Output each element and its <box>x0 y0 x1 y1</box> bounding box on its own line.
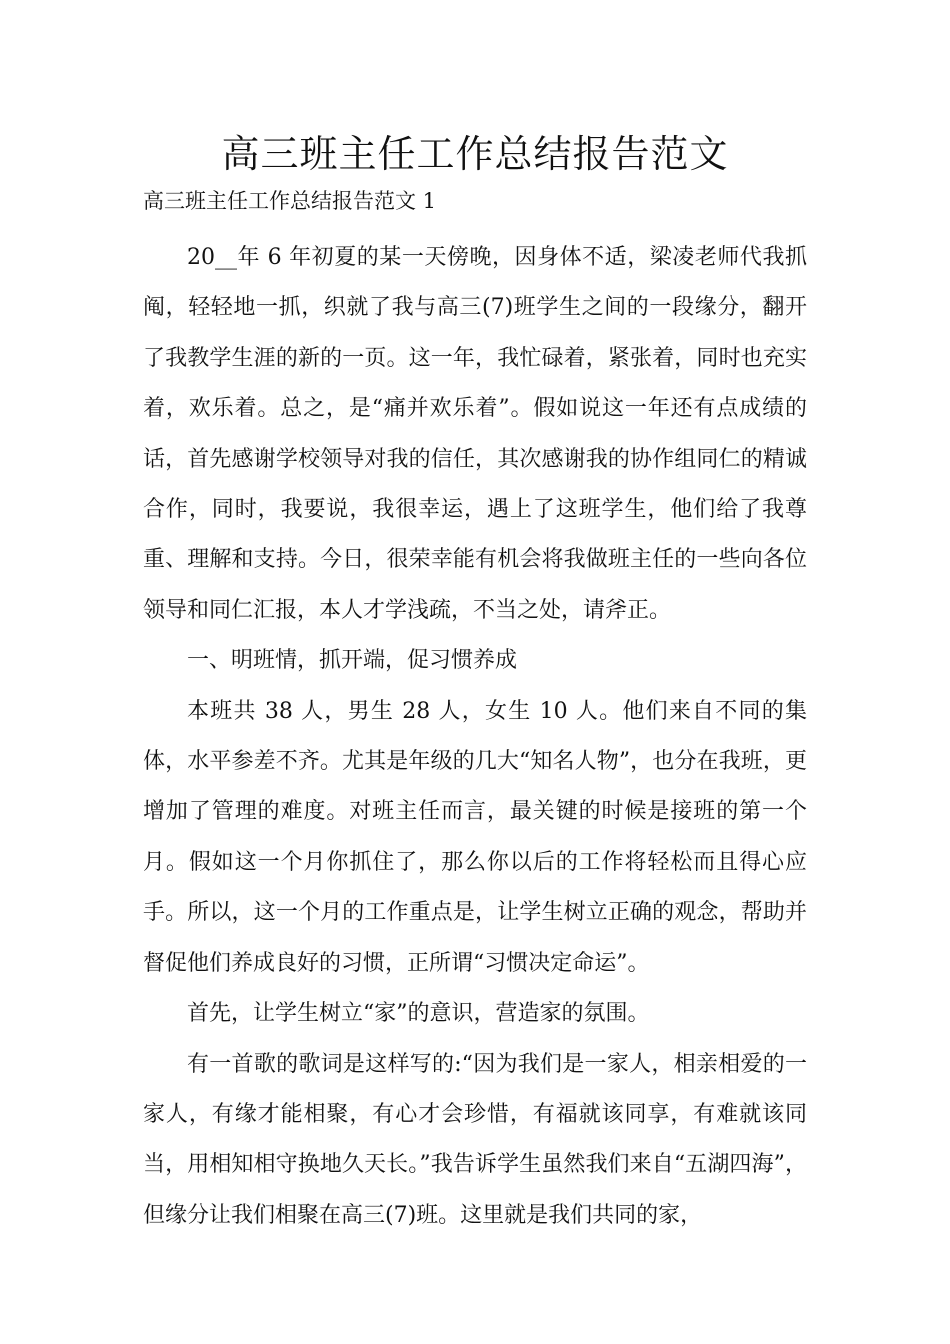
document-body <box>143 233 807 1241</box>
document-title: 高三班主任工作总结报告范文 <box>221 132 729 176</box>
section-heading-1: 一、明班情，抓开端，促习惯养成 <box>187 648 518 674</box>
paragraph-class-situation: 本班共 38 人，男生 28 人，女生 10 人。他们来自不同的集体，水平参差不齐。尤其是年级的几大“知名人物”，也分在我班，更增加了管理的难度。对班主任而言，最关键的时候是接班的第一个月。假如这一个月你抓住了，那么你以后的工作将轻松而且得心应手。所以，这一个月的工作重点是，让学生树立正确的观念，帮助并督促他们养成良好的习惯，正所谓“习惯决定命运”。 <box>143 698 807 976</box>
paragraph-song-lyrics: 有一首歌的歌词是这样写的:“因为我们是一家人，相亲相爱的一家人，有缘才能相聚，有心才会珍惜，有福就该同享，有难就该同当，用相知相守换地久天长。”我告诉学生虽然我们来自“五湖四海”，但缘分让我们相聚在高三(7)班。这里就是我们共同的家， <box>143 1051 807 1228</box>
paragraph-intro: 20__年 6 年初夏的某一天傍晚，因身体不适，梁凌老师代我抓阄，轻轻地一抓，织就了我与高三(7)班学生之间的一段缘分，翻开了我教学生涯的新的一页。这一年，我忙碌着，紧张着，同时也充实着，欢乐着。总之，是“痛并欢乐着”。假如说这一年还有点成绩的话，首先感谢学校领导对我的信任，其次感谢我的协作组同仁的精诚合作，同时，我要说，我很幸运，遇上了这班学生，他们给了我尊重、理解和支持。今日，很荣幸能有机会将我做班主任的一些向各位领导和同仁汇报，本人才学浅疏，不当之处，请斧正。 <box>143 245 807 623</box>
document-subtitle: 高三班主任工作总结报告范文 1 <box>143 189 437 213</box>
paragraph-first-point: 首先，让学生树立“家”的意识，营造家的氛围。 <box>187 1001 650 1027</box>
